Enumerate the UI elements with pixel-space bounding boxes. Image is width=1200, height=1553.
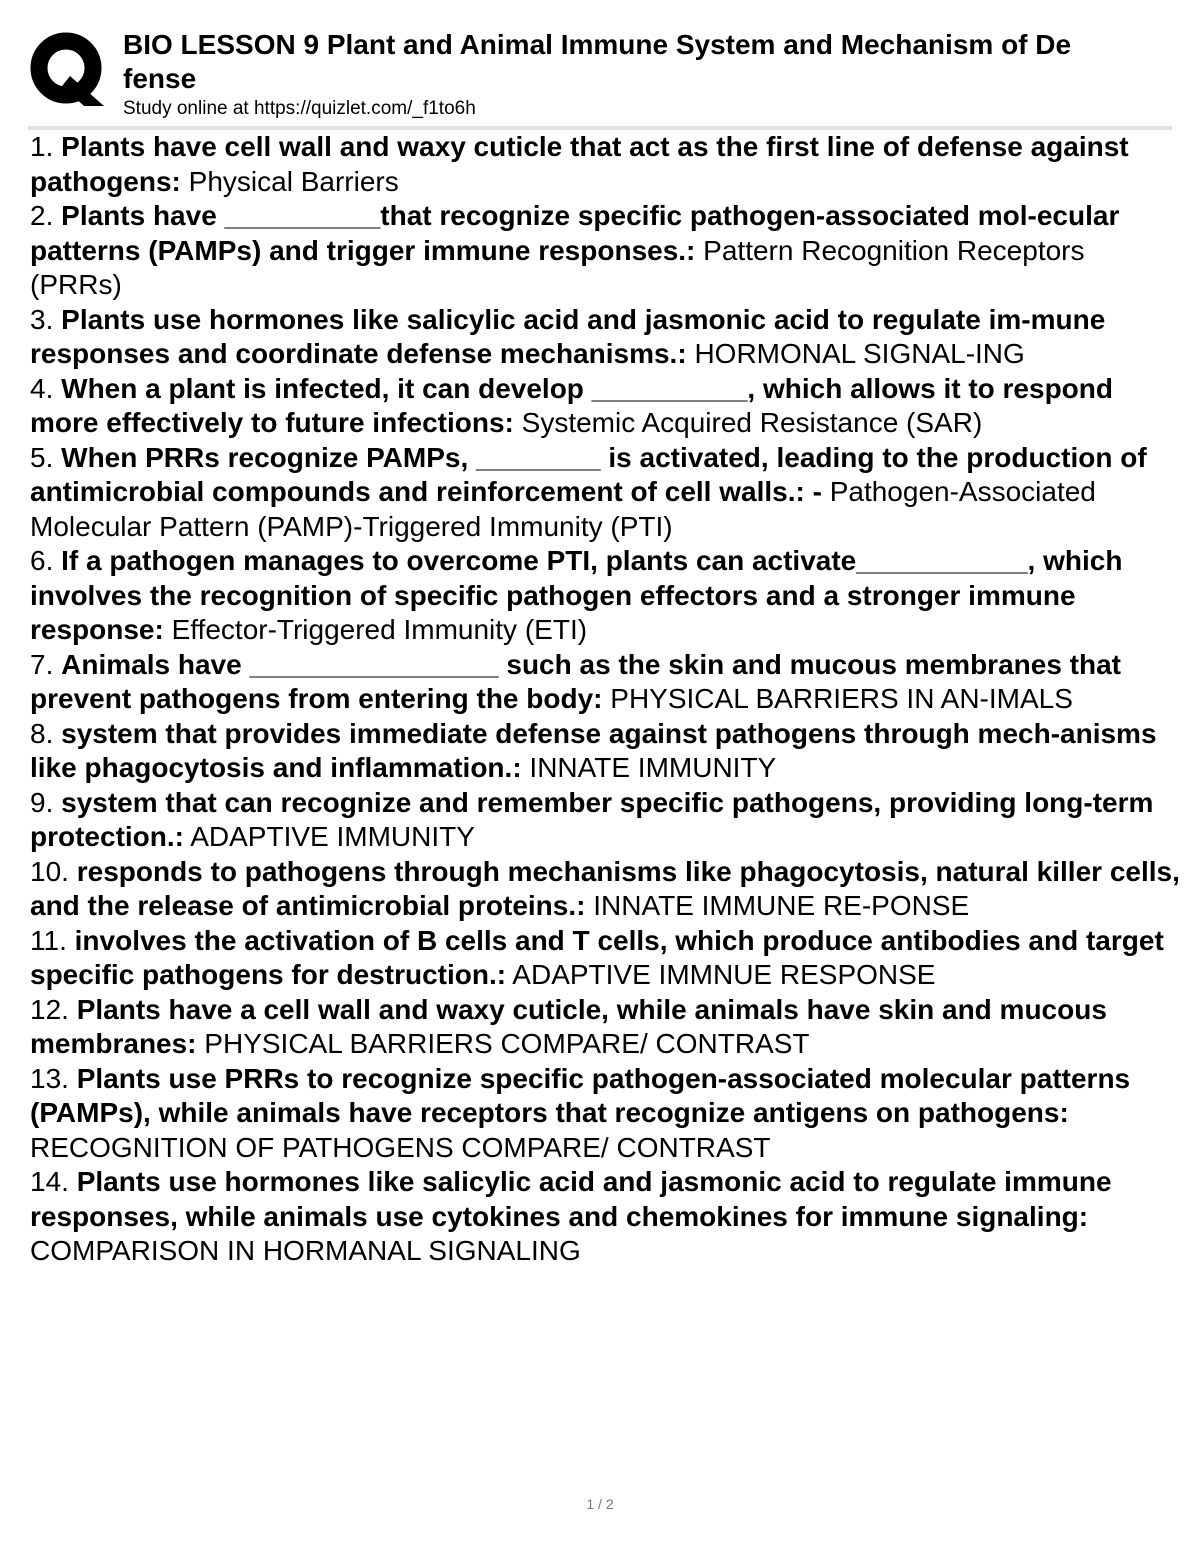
card-definition: ADAPTIVE IMMNUE RESPONSE — [512, 959, 936, 990]
flashcard-item — [30, 130, 1180, 199]
card-definition: Pattern Recognition Receptors (PRRs) — [30, 234, 1085, 300]
card-term: Plants use hormones like salicylic acid and jasmonic acid to regulate immune responses, while animals use cytokines and chemokines for immune signaling: — [30, 1166, 1112, 1232]
card-term: When PRRs recognize PAMPs, ________ is activated, leading to the production of antimicrobial compounds and reinforcement of cell walls.: - — [30, 441, 1147, 507]
card-number: 12. — [30, 993, 69, 1025]
flashcard-item — [30, 993, 1180, 1062]
card-number: 3. — [30, 303, 54, 335]
card-number: 14. — [30, 1166, 69, 1197]
flashcard-item — [30, 717, 1180, 786]
card-term: Plants have cell wall and waxy cuticle that act as the first line of defense against pathogens: — [30, 131, 1129, 197]
flashcard-item — [30, 199, 1180, 303]
flashcard-item — [30, 1165, 1180, 1269]
flashcard-item — [30, 924, 1180, 993]
flashcard-item — [30, 441, 1180, 545]
study-online-link[interactable]: Study online at https://quizlet.com/_f1to6h — [123, 98, 476, 119]
card-definition: PHYSICAL BARRIERS COMPARE/ CONTRAST — [204, 1028, 810, 1059]
card-term: Animals have ________________ such as the skin and mucous membranes that prevent pathogens from entering the body: — [30, 648, 1121, 714]
page-number: 1 / 2 — [586, 1496, 614, 1512]
card-number: 10. — [30, 855, 69, 887]
document-title — [123, 28, 1200, 96]
card-term: If a pathogen manages to overcome PTI, plants can activate___________, which involves the recognition of specific pathogen effectors and a stronger immune response: — [30, 545, 1123, 645]
card-number: 11. — [30, 924, 67, 956]
card-term: When a plant is infected, it can develop __________, which allows it to respond more effectively to future infections: — [30, 372, 1113, 438]
card-definition: RECOGNITION OF PATHOGENS COMPARE/ CONTRAST — [30, 1131, 771, 1163]
card-definition: ADAPTIVE IMMUNITY — [190, 821, 475, 852]
card-term: system that can recognize and remember specific pathogens, providing long-term protection.: — [30, 786, 1154, 852]
card-definition: Systemic Acquired Resistance (SAR) — [521, 407, 983, 438]
card-number: 6. — [30, 545, 54, 576]
document-title-line-1: BIO LESSON 9 Plant and Animal Immune System and Mechanism of De — [123, 29, 1072, 60]
card-number: 13. — [30, 1062, 69, 1094]
card-term: Plants have a cell wall and waxy cuticle, while animals have skin and mucous membranes: — [30, 993, 1107, 1059]
document-title-line-2: fense — [123, 63, 197, 94]
quizlet-q-logo-icon — [30, 32, 106, 108]
card-number: 7. — [30, 648, 54, 680]
card-number: 1. — [30, 131, 54, 162]
flashcard-item — [30, 1062, 1180, 1166]
card-definition: INNATE IMMUNE RE-PONSE — [593, 890, 970, 921]
card-definition: PHYSICAL BARRIERS IN AN-IMALS — [610, 683, 1073, 714]
card-definition: INNATE IMMUNITY — [529, 752, 777, 783]
card-number: 2. — [30, 200, 54, 231]
card-number: 4. — [30, 372, 54, 404]
card-number: 5. — [30, 441, 54, 473]
card-definition: Physical Barriers — [188, 165, 399, 197]
card-term: Plants have __________that recognize specific pathogen-associated mol-ecular patterns (PAMPs) and trigger immune responses.: — [30, 200, 1120, 266]
card-number: 8. — [30, 717, 54, 749]
flashcard-item — [30, 372, 1180, 441]
card-definition: Pathogen-Associated Molecular Pattern (PAMP)-Triggered Immunity (PTI) — [30, 476, 1096, 542]
flashcard-item — [30, 855, 1180, 924]
card-definition: HORMONAL SIGNAL-ING — [694, 338, 1025, 369]
page-header — [28, 26, 1200, 126]
card-definition: Effector-Triggered Immunity (ETI) — [171, 614, 588, 645]
card-definition: COMPARISON IN HORMANAL SIGNALING — [30, 1235, 581, 1266]
flashcard-item — [30, 786, 1180, 855]
card-term: Plants use PRRs to recognize specific pathogen-associated molecular patterns (PAMPs), while animals have receptors that recognize antigens on pathogens: — [30, 1062, 1131, 1128]
card-term: responds to pathogens through mechanisms like phagocytosis, natural killer cells, and the release of antimicrobial proteins.: — [30, 855, 1180, 921]
card-term: Plants use hormones like salicylic acid and jasmonic acid to regulate im-mune responses and coordinate defense mechanisms.: — [30, 303, 1106, 369]
card-number: 9. — [30, 786, 54, 818]
card-term: system that provides immediate defense against pathogens through mech-anisms like phagocytosis and inflammation.: — [30, 717, 1157, 783]
flashcard-item — [30, 544, 1180, 648]
card-term: involves the activation of B cells and T cells, which produce antibodies and target specific pathogens for destruction.: — [30, 924, 1164, 990]
flashcard-item — [30, 648, 1180, 717]
flashcard-list — [30, 130, 1180, 1269]
flashcard-item — [30, 303, 1180, 372]
